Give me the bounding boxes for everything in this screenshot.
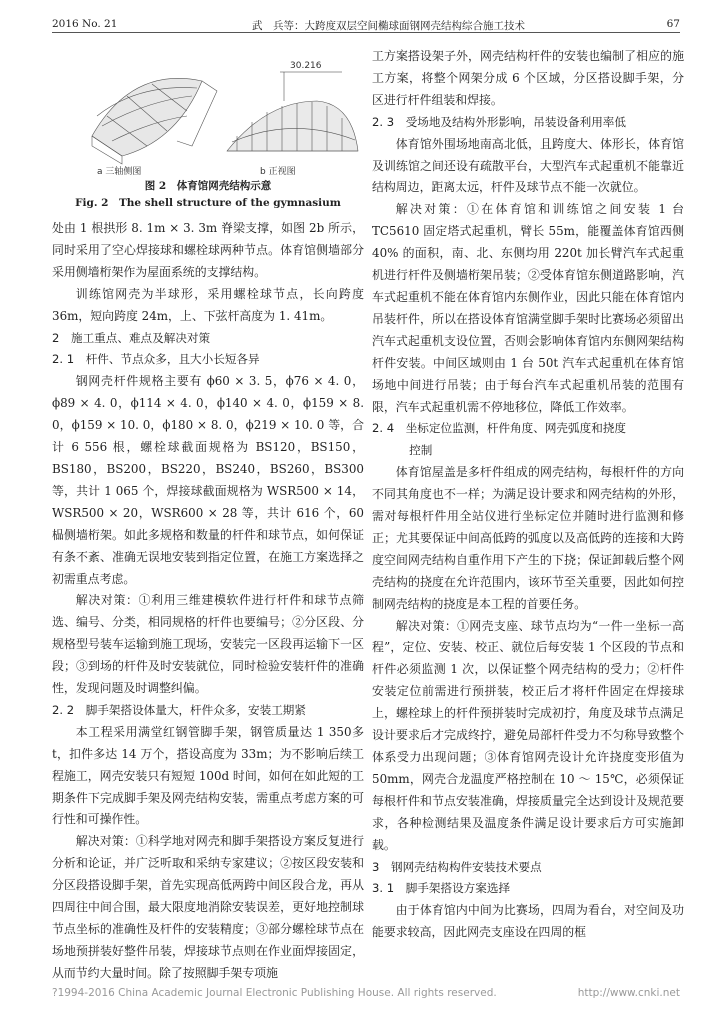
figure-caption-en: Fig. 2 The shell structure of the gymnasium xyxy=(75,197,341,209)
figure-caption-cn: 图 2 体育馆网壳结构示意 xyxy=(144,180,272,192)
subsection-heading-cont: 控制 xyxy=(409,443,433,458)
page-number: 67 xyxy=(666,18,680,30)
paragraph: 训练馆网壳为半球形，采用螺栓球节点，长向跨度 36m，短向跨度 24m，上、下弦杆高度为 1. 41m。 xyxy=(52,286,364,323)
paragraph: 解决对策：①科学地对网壳和脚手架搭设方案反复进行分析和论证，并广泛听取和采纳专家建议；②按区段安装和分区段搭设脚手架，首先实现高低两跨中间区段合龙，再从四周往中间合围，最大限度地消除安装误差，更好地控制球节点坐标的准确性及杆件的安装精度；③部分螺栓球节点在场地预拼装好整件吊装，焊接球节点则在作业面焊接固定，从而节约大量时间。除了按照脚手架专项施 xyxy=(52,834,364,980)
paragraph: 体育馆外围场地南高北低，且跨度大、体形长，体育馆及训练馆之间还设有疏散平台，大型汽车式起重机不能靠近结构周边，距离太远，杆件及球节点不能一次就位。 xyxy=(372,136,684,195)
paragraph: 体育馆屋盖是多杆件组成的网壳结构，每根杆件的方向不同其角度也不一样；为满足设计要求和网壳结构的外形，需对每根杆件用全站仪进行坐标定位并随时进行监测和修正；尤其要保证中间高低跨的弧度以及高低跨的连接和大跨度空间网壳结构自重作用下产生的下挠；保证卸载后整个网壳结构的挠度在允许范围内，该环节至关重要，因此如何控制网壳结构的挠度是本工程的首要任务。 xyxy=(372,465,684,611)
paragraph: 由于体育馆内中间为比赛场，四周为看台，对空间及功能要求较高，因此网壳支座设在四周的框 xyxy=(372,903,684,940)
dimension-label: 30.216 xyxy=(290,61,322,71)
paragraph: 工方案搭设架子外，网壳结构杆件的安装也编制了相应的施工方案，将整个网架分成 6 个区域，分区搭设脚手架，分区进行杆件组装和焊接。 xyxy=(372,49,684,107)
three-axis-view xyxy=(92,78,217,164)
copyright-notice: ?1994-2016 China Academic Journal Electronic Publishing House. All rights reserved. xyxy=(52,987,497,999)
subsection-heading: 3. 1 脚手架搭设方案选择 xyxy=(372,881,511,896)
subsection-heading: 2. 2 脚手架搭设体量大，杆件众多，安装工期紧 xyxy=(52,702,306,717)
paragraph: 解决对策：①在体育馆和训练馆之间安装 1 台 TC5610 固定塔式起重机，臂长 55m，能覆盖体育馆西侧 40% 的面积，南、北、东侧均用 220t 加长臂汽车式起重机进行杆件及侧墙桁架吊装；②受体育馆东侧道路影响，汽车式起重机不能在体育馆内东侧作业，因此只能在体育馆内吊装杆件，所以在搭设体育馆满堂脚手架时比赛场必须留出汽车式起重机支设位置，否则会影响体育馆内东侧网架结构杆件安装。中间区域则由 1 台 50t 汽车式起重机在体育馆场地中间进行吊装；由于每台汽车式起重机吊装的范围有限，汽车式起重机需不停地移位，降低工作效率。 xyxy=(372,202,684,414)
paragraph: 本工程采用满堂红钢管脚手架，钢管质量达 1 350多 t，扣件多达 14 万个，搭设高度为 33m；为不影响后续工程施工，网壳安装只有短短 100d 时间，如何在如此短的工期条件下完成脚手架及网壳结构安装，需重点考虑方案的可行性和可操作性。 xyxy=(52,724,364,827)
subfig-a-label: a 三轴侧图 xyxy=(97,167,142,177)
paragraph: 解决对策：①网壳支座、球节点均为“一件一坐标一高程”，定位、安装、校正、就位后每安装 1 个区段的节点和杆件必须监测 1 次，以保证整个网壳结构的受力；②杆件安装定位前需进行预拼装，校正后才将杆件固定在焊接球上，螺栓球上的杆件预拼装时完成初拧，角度及球节点满足设计要求后才完成终拧，避免局部杆件受力不匀称导致整个体系受力出现问题；③体育馆网壳设计允许挠度变形值为 50mm，网壳合龙温度严格控制在 10 ～ 15℃，必须保证每根杆件和节点安装准确，焊接质量完全达到设计及规范要求，各种检测结果及温度条件满足设计要求后方可实施卸载。 xyxy=(372,618,684,852)
right-column xyxy=(372,46,684,944)
section-heading: 2 施工重点、难点及解决对策 xyxy=(52,330,211,345)
footer-link[interactable]: http://www.cnki.net xyxy=(577,987,680,999)
header-rule xyxy=(52,32,680,33)
section-heading: 3 钢网壳结构构件安装技术要点 xyxy=(372,859,542,874)
subfig-b-label: b 正视图 xyxy=(260,167,296,177)
issue-number: 2016 No. 21 xyxy=(52,18,118,30)
shell-structure-drawing xyxy=(52,46,364,178)
front-view xyxy=(227,101,358,151)
paragraph: 解决对策：①利用三维建模软件进行杆件和球节点筛选、编号、分类，相同规格的杆件也要编号；②分区段、分规格型号装车运输到施工现场，安装完一区段再运输下一区段；③到场的杆件及时安装就位，同时检验安装杆件的准确性，发现问题及时调整纠偏。 xyxy=(52,593,364,696)
paragraph: 钢网壳杆件规格主要有 ϕ60 × 3. 5，ϕ76 × 4. 0，ϕ89 × 4. 0，ϕ114 × 4. 0，ϕ140 × 4. 0，ϕ159 × 8. 0，ϕ159 × 10. 0，ϕ180 × 8. 0，ϕ219 × 10. 0 等，合计 6 556 根，螺栓球截面规格为 BS120，BS150，BS180，BS200，BS220，BS240，BS260，BS300 等，共计 1 065 个，焊接球截面规格为 WSR500 × 14，WSR500 × 20，WSR600 × 28 等，共计 616 个，60 榀侧墙桁架。如此多规格和数量的杆件和球节点，如何保证有条不紊、准确无误地安装到指定位置，在施工方案选择之初需重点考虑。 xyxy=(52,374,364,586)
left-column xyxy=(52,46,364,985)
figure-2 xyxy=(52,46,364,178)
subsection-heading: 2. 3 受场地及结构外形影响，吊装设备利用率低 xyxy=(372,114,626,129)
subsection-heading: 2. 1 杆件、节点众多，且大小长短各异 xyxy=(52,352,260,367)
paragraph: 处由 1 根拱形 8. 1m × 3. 3m 脊梁支撑，如图 2b 所示，同时采用了空心焊接球和螺栓球两种节点。体育馆侧墙部分采用侧墙桁架作为屋面系统的支撑结构。 xyxy=(52,221,364,279)
running-title: 武 兵等：大跨度双层空间椭球面钢网壳结构综合施工技术 xyxy=(252,20,525,32)
subsection-heading: 2. 4 坐标定位监测，杆件角度、网壳弧度和挠度 xyxy=(372,421,626,436)
